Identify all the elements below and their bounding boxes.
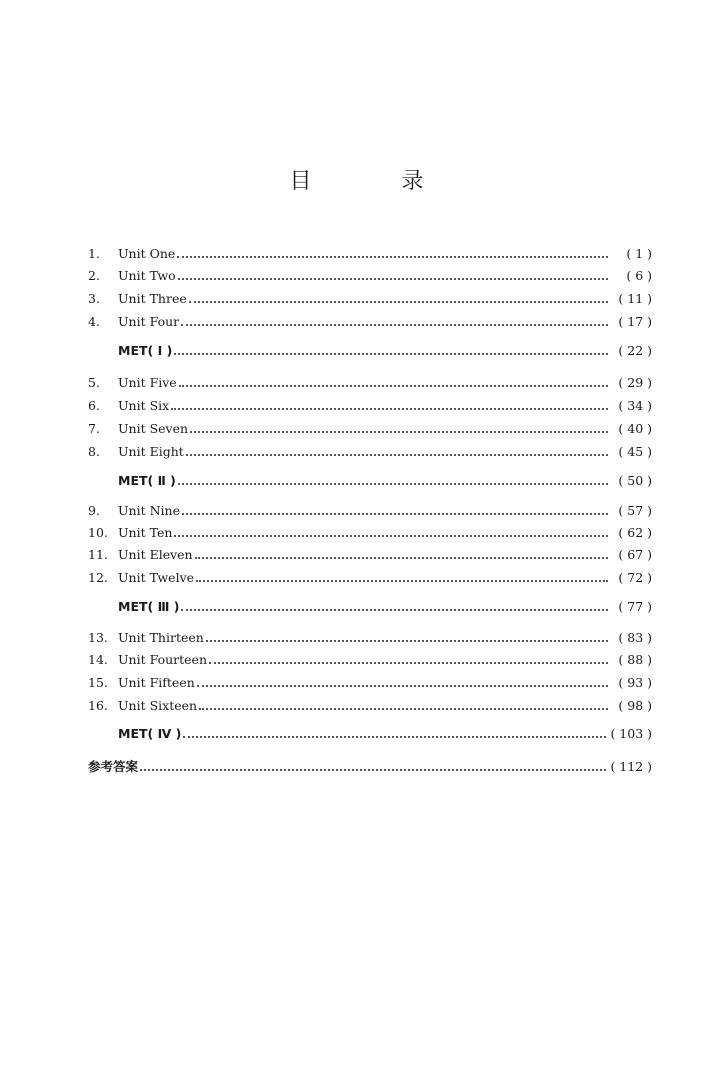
dot-leader	[182, 513, 608, 515]
entry-label: Unit Six	[118, 398, 170, 413]
entry-page: ( 57 )	[618, 503, 652, 518]
entry-label: MET( Ⅲ )	[118, 599, 180, 614]
entry-page: ( 72 )	[618, 570, 652, 585]
entry-label: Unit Ten	[118, 525, 173, 540]
entry-label: Unit Four	[118, 314, 180, 329]
entry-label: Unit One	[118, 246, 176, 261]
entry-number: 12.	[88, 570, 108, 585]
entry-label: MET( Ⅳ )	[118, 726, 182, 741]
entry-number: 5.	[88, 375, 100, 390]
entry-label: Unit Twelve	[118, 570, 195, 585]
dot-leader	[206, 640, 608, 642]
entry-label: Unit Nine	[118, 503, 180, 518]
dot-leader	[178, 278, 608, 280]
entry-label: Unit Eleven	[118, 547, 193, 562]
entry-page: ( 50 )	[618, 473, 652, 488]
dot-leader	[183, 736, 606, 738]
entry-page: ( 67 )	[618, 547, 652, 562]
entry-page: ( 17 )	[618, 314, 652, 329]
entry-number: 1.	[88, 246, 100, 261]
entry-number: 7.	[88, 421, 100, 436]
toc-entry-unit-5[interactable]	[88, 374, 652, 392]
toc-entry-unit-16[interactable]	[88, 697, 652, 715]
entry-page: ( 1 )	[626, 246, 652, 261]
entry-number: 11.	[88, 547, 108, 562]
toc-entry-unit-11[interactable]	[88, 546, 652, 564]
toc-entry-unit-8[interactable]	[88, 443, 652, 461]
entry-number: 14.	[88, 652, 108, 667]
entry-page: ( 45 )	[618, 444, 652, 459]
toc-entry-unit-4[interactable]	[88, 313, 652, 331]
entry-page: ( 93 )	[618, 675, 652, 690]
entry-page: ( 40 )	[618, 421, 652, 436]
dot-leader	[174, 353, 608, 355]
entry-label: Unit Thirteen	[118, 630, 204, 645]
entry-page: ( 11 )	[618, 291, 652, 306]
entry-number: 16.	[88, 698, 108, 713]
toc-entry-unit-10[interactable]	[88, 524, 652, 542]
entry-label: Unit Eight	[118, 444, 184, 459]
entry-page: ( 34 )	[618, 398, 652, 413]
entry-number: 3.	[88, 291, 100, 306]
toc-entry-unit-3[interactable]	[88, 290, 652, 308]
dot-leader	[140, 769, 606, 771]
entry-number: 13.	[88, 630, 108, 645]
entry-page: ( 83 )	[618, 630, 652, 645]
entry-number: 6.	[88, 398, 100, 413]
entry-number: 4.	[88, 314, 100, 329]
entry-label: Unit Two	[118, 268, 176, 283]
entry-page: ( 112 )	[610, 759, 652, 774]
toc-entry-met-2[interactable]	[118, 472, 652, 490]
dot-leader	[195, 557, 608, 559]
toc-entry-unit-14[interactable]	[88, 651, 652, 669]
entry-page: ( 22 )	[618, 343, 652, 358]
entry-number: 2.	[88, 268, 100, 283]
toc-entry-met-4[interactable]	[118, 725, 652, 743]
entry-label: 参考答案	[88, 759, 139, 774]
dot-leader	[178, 483, 608, 485]
toc-entry-unit-6[interactable]	[88, 397, 652, 415]
entry-page: ( 29 )	[618, 375, 652, 390]
toc-entry-answer-key[interactable]	[88, 758, 652, 776]
entry-label: MET( Ⅰ )	[118, 343, 173, 358]
toc-entry-unit-12[interactable]	[88, 569, 652, 587]
dot-leader	[179, 385, 608, 387]
entry-number: 10.	[88, 525, 108, 540]
toc-entry-met-1[interactable]	[118, 342, 652, 360]
entry-page: ( 77 )	[618, 599, 652, 614]
dot-leader	[196, 580, 608, 582]
entry-page: ( 62 )	[618, 525, 652, 540]
entry-page: ( 98 )	[618, 698, 652, 713]
entry-page: ( 103 )	[610, 726, 652, 741]
entry-label: Unit Seven	[118, 421, 189, 436]
toc-entry-unit-1[interactable]	[88, 245, 652, 263]
dot-leader	[181, 324, 608, 326]
entry-page: ( 6 )	[626, 268, 652, 283]
entry-page: ( 88 )	[618, 652, 652, 667]
dot-leader	[174, 535, 608, 537]
dot-leader	[186, 454, 608, 456]
toc-entry-unit-13[interactable]	[88, 629, 652, 647]
toc-entry-unit-9[interactable]	[88, 502, 652, 520]
dot-leader	[181, 609, 608, 611]
entry-label: Unit Five	[118, 375, 177, 390]
toc-entry-unit-7[interactable]	[88, 420, 652, 438]
entry-number: 8.	[88, 444, 100, 459]
page-title: 目 录	[289, 169, 458, 194]
dot-leader	[177, 256, 608, 258]
entry-number: 9.	[88, 503, 100, 518]
dot-leader	[199, 708, 608, 710]
dot-leader	[171, 408, 608, 410]
entry-number: 15.	[88, 675, 108, 690]
dot-leader	[190, 431, 608, 433]
entry-label: Unit Sixteen	[118, 698, 198, 713]
entry-label: Unit Fifteen	[118, 675, 195, 690]
toc-entry-unit-15[interactable]	[88, 674, 652, 692]
toc-entry-unit-2[interactable]	[88, 267, 652, 285]
entry-label: Unit Fourteen	[118, 652, 207, 667]
toc-entry-met-3[interactable]	[118, 598, 652, 616]
dot-leader	[189, 301, 608, 303]
dot-leader	[209, 662, 608, 664]
entry-label: MET( Ⅱ )	[118, 473, 176, 488]
entry-label: Unit Three	[118, 291, 187, 306]
dot-leader	[197, 685, 608, 687]
